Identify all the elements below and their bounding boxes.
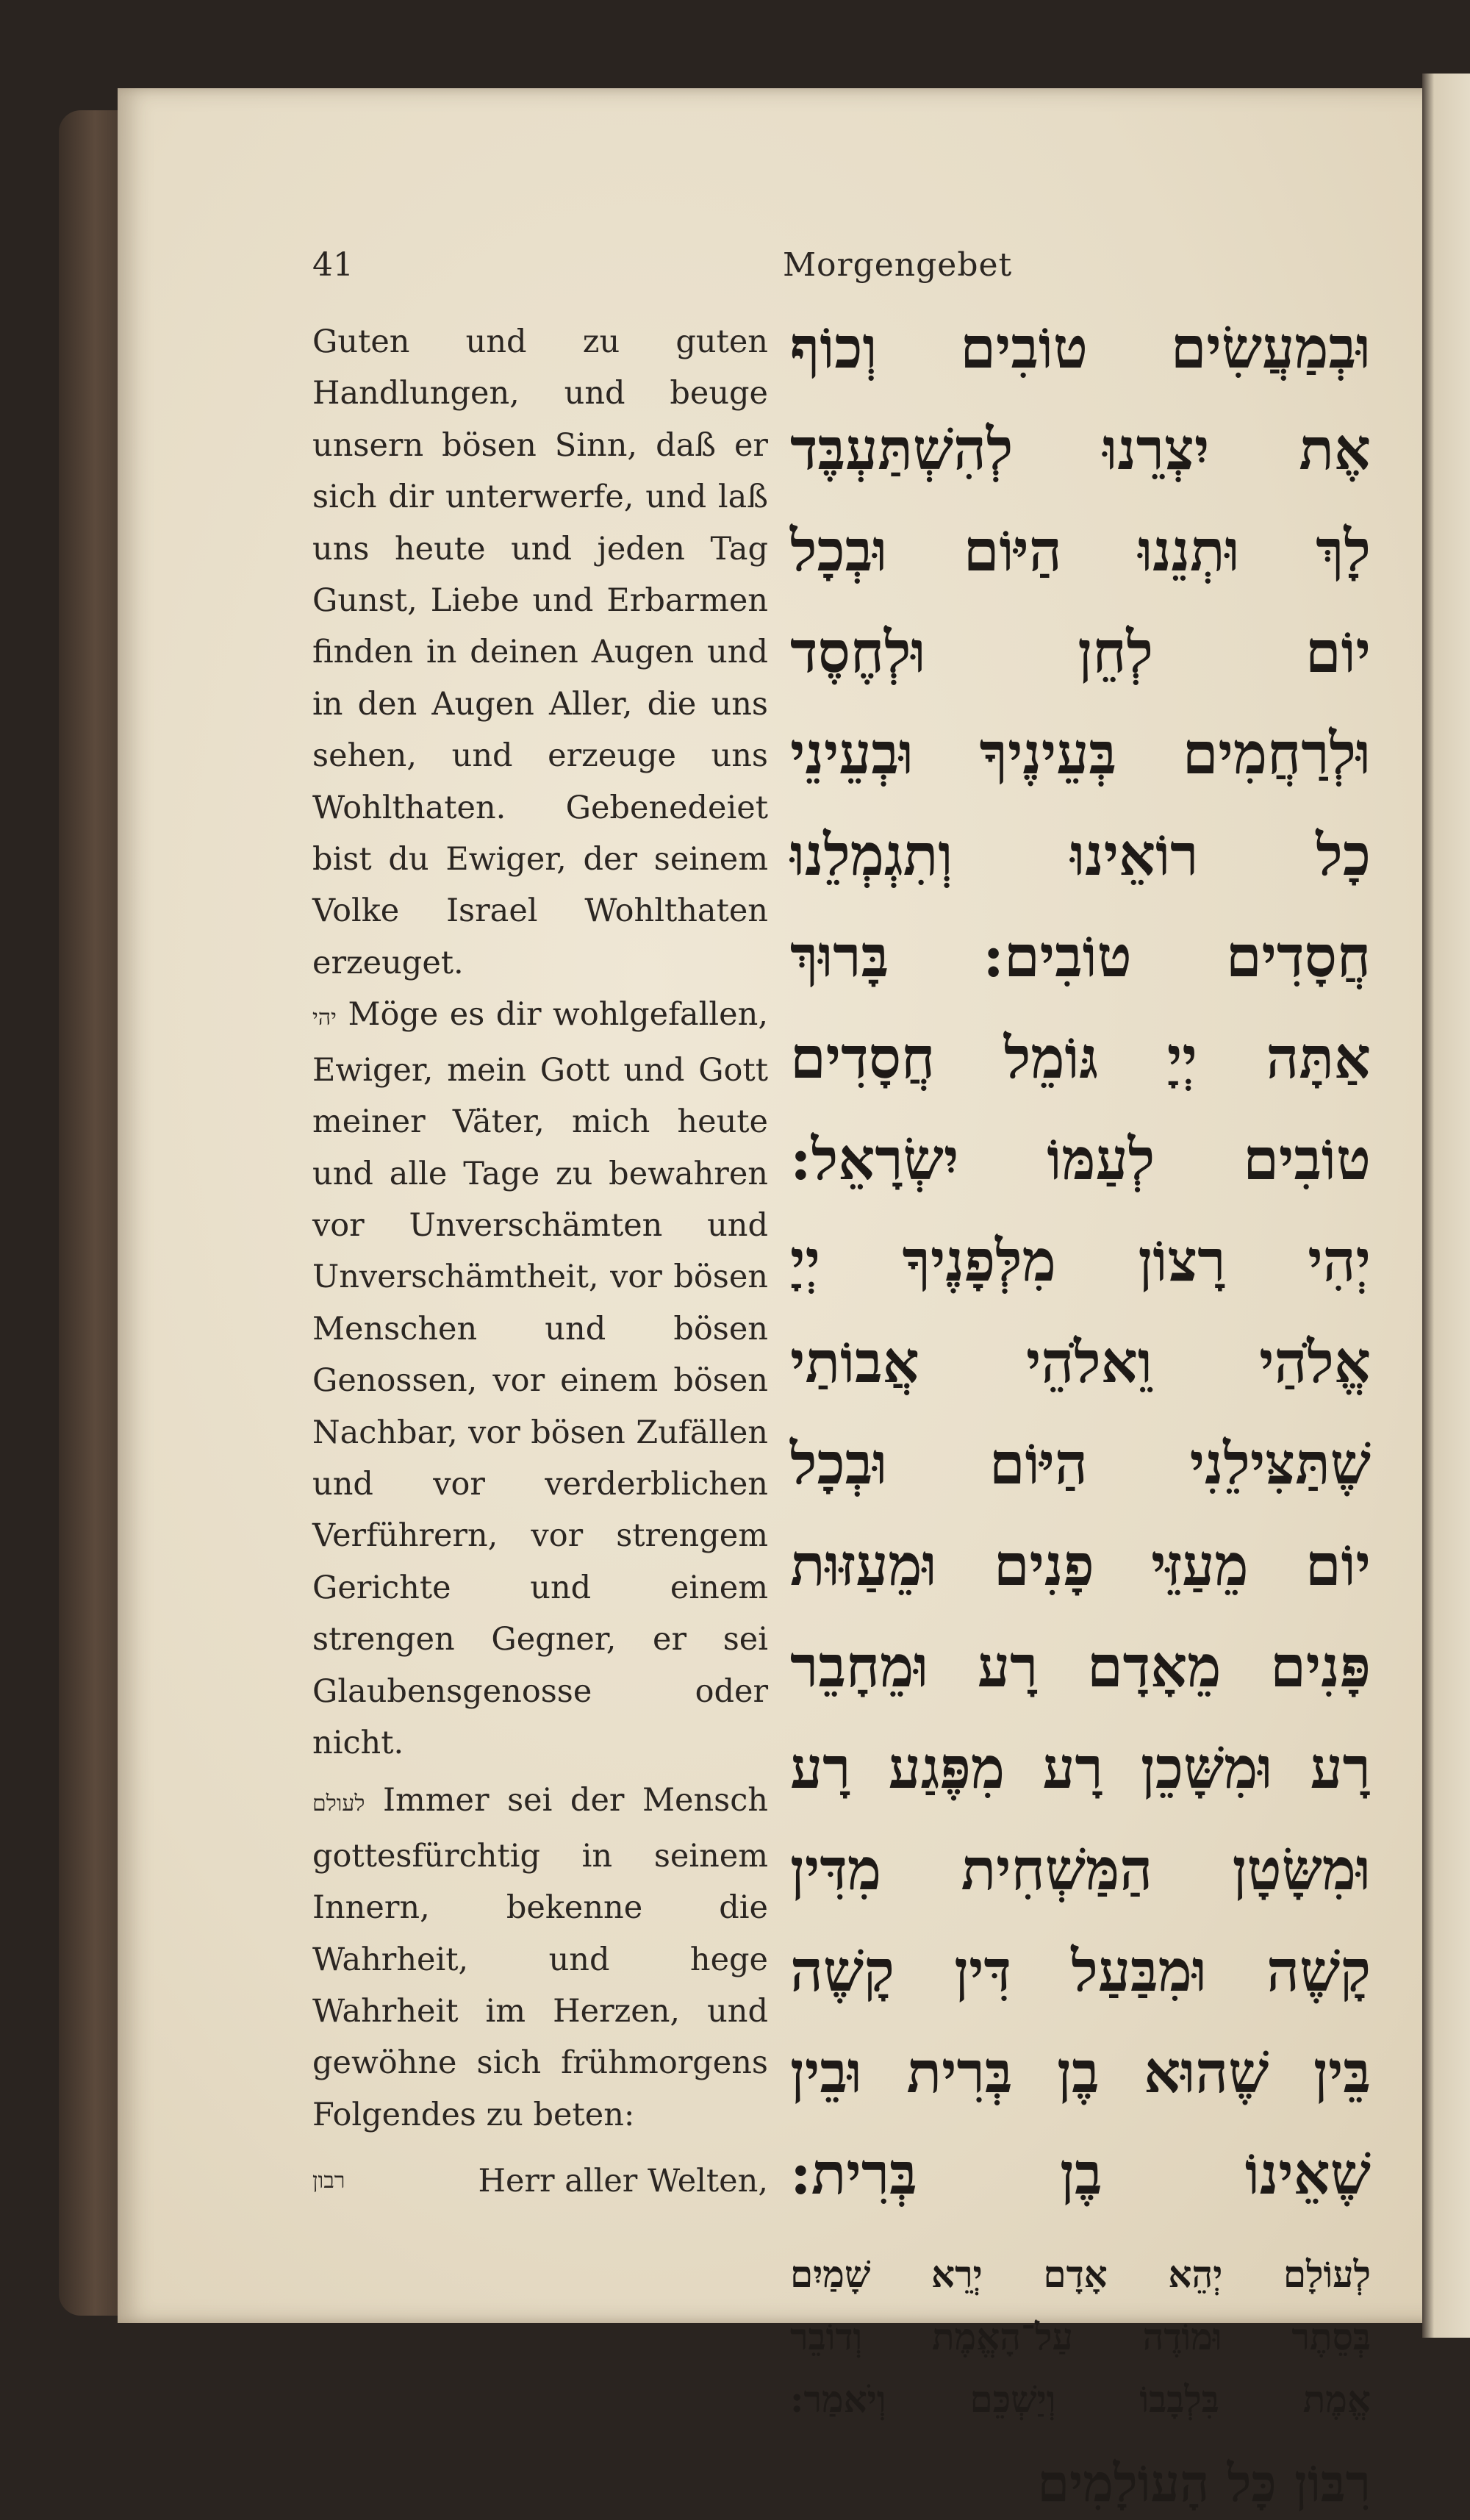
hebrew-line: יוֹם מֵעַזֵּי פָנִים וּמֵעַזּוּת [790,1532,1371,1599]
page-header [312,246,1356,298]
hebrew-line: קָשֶׁה וּמִבַּעַל דִּין קָשֶׁה [790,1938,1371,2005]
hebrew-line: יוֹם לְחֵן וּלְחֶסֶד [790,619,1371,686]
hebrew-line: וּבְמַעֲשִׂים טוֹבִים וְכוֹף [790,315,1371,382]
hebrew-line: שֶׁאֵינוֹ בֶן בְּרִית: [790,2141,1371,2208]
hebrew-line: כָל רוֹאֵינוּ וְתִגְמְלֵנוּ [790,822,1371,889]
hebrew-line: חֲסָדִים טוֹבִים: בָּרוּךְ [790,923,1371,990]
hebrew-line: בֵּין שֶׁהוּא בֶן בְּרִית וּבֵין [790,2039,1371,2106]
hebrew-small-line: בְּסֵתֶר וּמוֹדֶה עַל־הָאֱמֶת וְדוֹבֵר [790,2315,1371,2358]
hebrew-line: יְהִי רָצוֹן מִלְּפָנֶיךָ יְיָ [790,1228,1371,1295]
hebrew-line: פָּנִים מֵאָדָם רָע וּמֵחָבֵר [790,1633,1371,1700]
german-paragraph-3-text: Immer sei der Mensch gottesfürchtig in seinem Innern, bekenne die Wahrheit, und hege Wahrheit im Herzen, und gewöhne sich frühmorgens Folgendes zu beten: [312,1782,769,2133]
hebrew-prayer-column [790,298,1371,2520]
german-last-line-text: Herr aller Welten, [478,2163,768,2200]
next-page-edge [1422,74,1470,2338]
german-last-line [312,2155,768,2207]
hebrew-last-line: רִבּוֹן כָּל הָעוֹלָמִים [1037,2452,1371,2513]
hebrew-line: רָע וּמִשָּׁכֵן רָע מִפֶּגַע רָע [790,1735,1371,1802]
page-number: 41 [312,246,354,284]
hebrew-line: לָךְ וּתְנֵנוּ הַיּוֹם וּבְכָל [790,518,1371,584]
running-title: Morgengebet [783,246,1013,284]
hebrew-line: אֶת יִצְרֵנוּ לְהִשְׁתַּעְבֶּד [790,416,1371,483]
german-paragraph-2-text: Möge es dir wohlgefallen, Ewiger, mein Gott und Gott meiner Väter, mich heute und alle Tage zu bewahren vor Unverschämten und Unverschämtheit, vor bösen Menschen und bösen Genossen, vor einem bösen Nachbar, vor bösen Zufällen und vor verderblichen Verführern, vor strengem Gerichte und einem strengen Gegner, er sei Glaubensgenosse oder nicht. [312,996,768,1761]
hebrew-line: וּמִשָּׂטָן הַמַּשְׁחִית מִדִּין [790,1836,1371,1903]
paragraph-marker: לעולם [312,1791,365,1817]
hebrew-line: טוֹבִים לְעַמּוֹ יִשְׂרָאֵל: [790,1126,1371,1193]
hebrew-small-line: לְעוֹלָם יְהֵא אָדָם יְרֵא שָׁמַיִם [790,2252,1371,2296]
paragraph-marker: יהי [312,1005,337,1031]
german-paragraph-3 [312,1775,768,2141]
german-paragraph-2 [312,989,768,1769]
hebrew-small-line: אֱמֶת בִּלְבָבוֹ וְיַשְׁכֵּם וְיֹאמַר: [790,2377,1371,2421]
hebrew-line: וּלְרַחֲמִים בְּעֵינֶיךָ וּבְעֵינֵי [790,720,1371,787]
hebrew-line: אֱלֹהַי וֵאלֹהֵי אֲבוֹתַי [790,1329,1371,1396]
hebrew-main-block [790,298,1371,2225]
german-translation-column [312,316,768,2208]
hebrew-line: אַתָּה יְיָ גּוֹמֵל חֲסָדִים [790,1025,1371,1092]
german-paragraph-1: Guten und zu guten Handlungen, und beuge unsern bösen Sinn, daß er sich dir unterwerfe, und laß uns heute und jeden Tag Gunst, Liebe und Erbarmen finden in deinen Augen und in den Augen Aller, die uns sehen, und erzeuge uns Wohlthaten. Gebenedeiet bist du Ewiger, der seinem Volke Israel Wohlthaten erzeuget. [312,323,768,981]
hebrew-small-block [790,2243,1371,2430]
hebrew-line: שֶׁתַּצִּילֵנִי הַיּוֹם וּבְכָל [790,1431,1371,1497]
paragraph-marker: רבון [312,2168,345,2194]
